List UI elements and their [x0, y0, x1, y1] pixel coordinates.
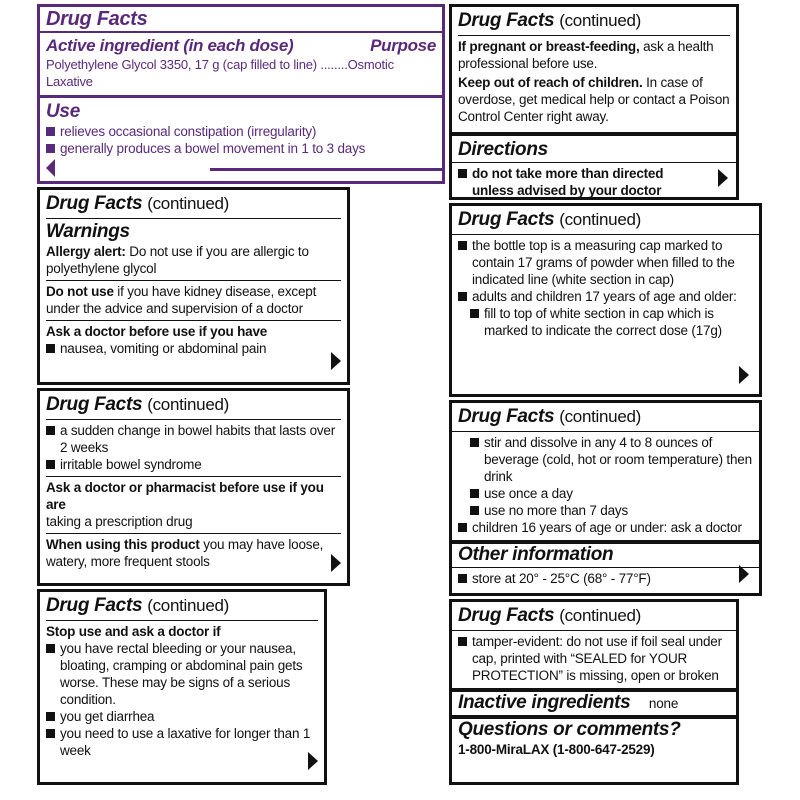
sub-list-item: stir and dissolve in any 4 to 8 ounces of beverage (cold, hot or room temperature) then drink	[458, 434, 753, 485]
list-item: the bottle top is a measuring cap marked to contain 17 grams of powder when filled to the indicated line (white section in cap)	[458, 237, 753, 288]
list-item: you have rectal bleeding or your nausea, bloating, cramping or abdominal pain gets worse. These may be signs of a serious condition.	[46, 640, 318, 708]
list-item: you get diarrhea	[46, 708, 318, 725]
arrow-right-icon	[739, 366, 749, 384]
list-item: children 16 years of age or under: ask a doctor	[458, 519, 753, 536]
keep-out-of-reach: Keep out of reach of children. In case of overdose, get medical help or contact a Poison Control Center right away.	[458, 75, 730, 124]
arrow-right-icon	[308, 752, 318, 770]
list-item: adults and children 17 years of age and older:	[458, 288, 753, 305]
arrow-right-icon	[718, 169, 728, 187]
panel-drug-facts-2	[37, 187, 350, 385]
panel-drug-facts-7	[449, 203, 762, 397]
phone-number: 1-800-MiraLAX (1-800-647-2529)	[458, 742, 655, 757]
use-title: Use	[46, 101, 80, 122]
panel-title: Drug Facts (continued)	[458, 209, 641, 230]
other-information-title: Other information	[458, 544, 614, 565]
panel-title: Drug Facts	[46, 8, 148, 30]
panel-title: Drug Facts (continued)	[458, 10, 641, 31]
list-item: store at 20° - 25°C (68° - 77°F)	[458, 570, 753, 587]
bullet-icon	[46, 144, 55, 153]
arrow-right-icon	[331, 352, 341, 370]
sub-list-item: fill to top of white section in cap which is marked to indicate the correct dose (17g)	[458, 305, 753, 339]
pregnant-warning: If pregnant or breast-feeding, ask a health professional before use.	[458, 39, 714, 71]
list-item: you need to use a laxative for longer than 1 week	[46, 725, 318, 759]
ask-pharmacist-title: Ask a doctor or pharmacist before use if you are	[46, 480, 324, 512]
panel-drug-facts-4	[37, 589, 327, 785]
bullet-icon	[46, 127, 55, 136]
ask-pharmacist-text: taking a prescription drug	[46, 514, 193, 529]
panel-drug-facts-1	[37, 4, 445, 184]
warnings-title: Warnings	[46, 221, 130, 242]
panel-title: Drug Facts (continued)	[458, 605, 641, 626]
panel-drug-facts-3	[37, 388, 350, 586]
directions-title: Directions	[458, 139, 548, 160]
list-item: nausea, vomiting or abdominal pain	[46, 340, 341, 357]
panel-title: Drug Facts (continued)	[458, 406, 641, 427]
use-item: relieves occasional constipation (irregularity)	[46, 123, 436, 140]
panel-drug-facts-10	[449, 599, 739, 785]
purple-tab-strip	[210, 168, 445, 171]
questions-title: Questions or comments?	[458, 719, 681, 740]
active-ingredient-label: Active ingredient (in each dose)	[46, 36, 294, 55]
list-item: a sudden change in bowel habits that lasts over 2 weeks	[46, 422, 341, 456]
arrow-right-icon	[331, 554, 341, 572]
purpose-label: Purpose	[370, 36, 436, 55]
panel-title: Drug Facts (continued)	[46, 595, 229, 616]
when-using: When using this product you may have loose, watery, more frequent stools	[46, 537, 324, 569]
inactive-ingredients-title: Inactive ingredients	[458, 692, 631, 713]
allergy-alert: Allergy alert: Do not use if you are allergic to polyethylene glycol	[46, 244, 309, 276]
stop-use-title: Stop use and ask a doctor if	[46, 624, 221, 639]
ask-doctor-title: Ask a doctor before use if you have	[46, 324, 268, 339]
sub-list-item: use once a day	[458, 485, 753, 502]
inactive-ingredients-value: none	[648, 696, 679, 711]
active-ingredient-line: Polyethylene Glycol 3350, 17 g (cap filled to line) ........Osmotic Laxative	[46, 57, 394, 89]
panel-drug-facts-5	[449, 4, 739, 200]
list-item: irritable bowel syndrome	[46, 456, 341, 473]
list-item: do not take more than directed unless advised by your doctor	[458, 165, 730, 199]
panel-title: Drug Facts (continued)	[46, 394, 229, 415]
list-item: tamper-evident: do not use if foil seal under cap, printed with “SEALED for YOUR PROTECTION” is missing, open or broken	[458, 633, 730, 684]
arrow-left-icon	[46, 159, 55, 177]
sub-list-item: use no more than 7 days	[458, 502, 753, 519]
do-not-use: Do not use if you have kidney disease, except under the advice and supervision of a doctor	[46, 284, 317, 316]
panel-drug-facts-8	[449, 400, 762, 596]
arrow-right-icon	[739, 565, 749, 583]
use-item: generally produces a bowel movement in 1 to 3 days	[46, 140, 436, 157]
panel-title: Drug Facts (continued)	[46, 193, 229, 214]
